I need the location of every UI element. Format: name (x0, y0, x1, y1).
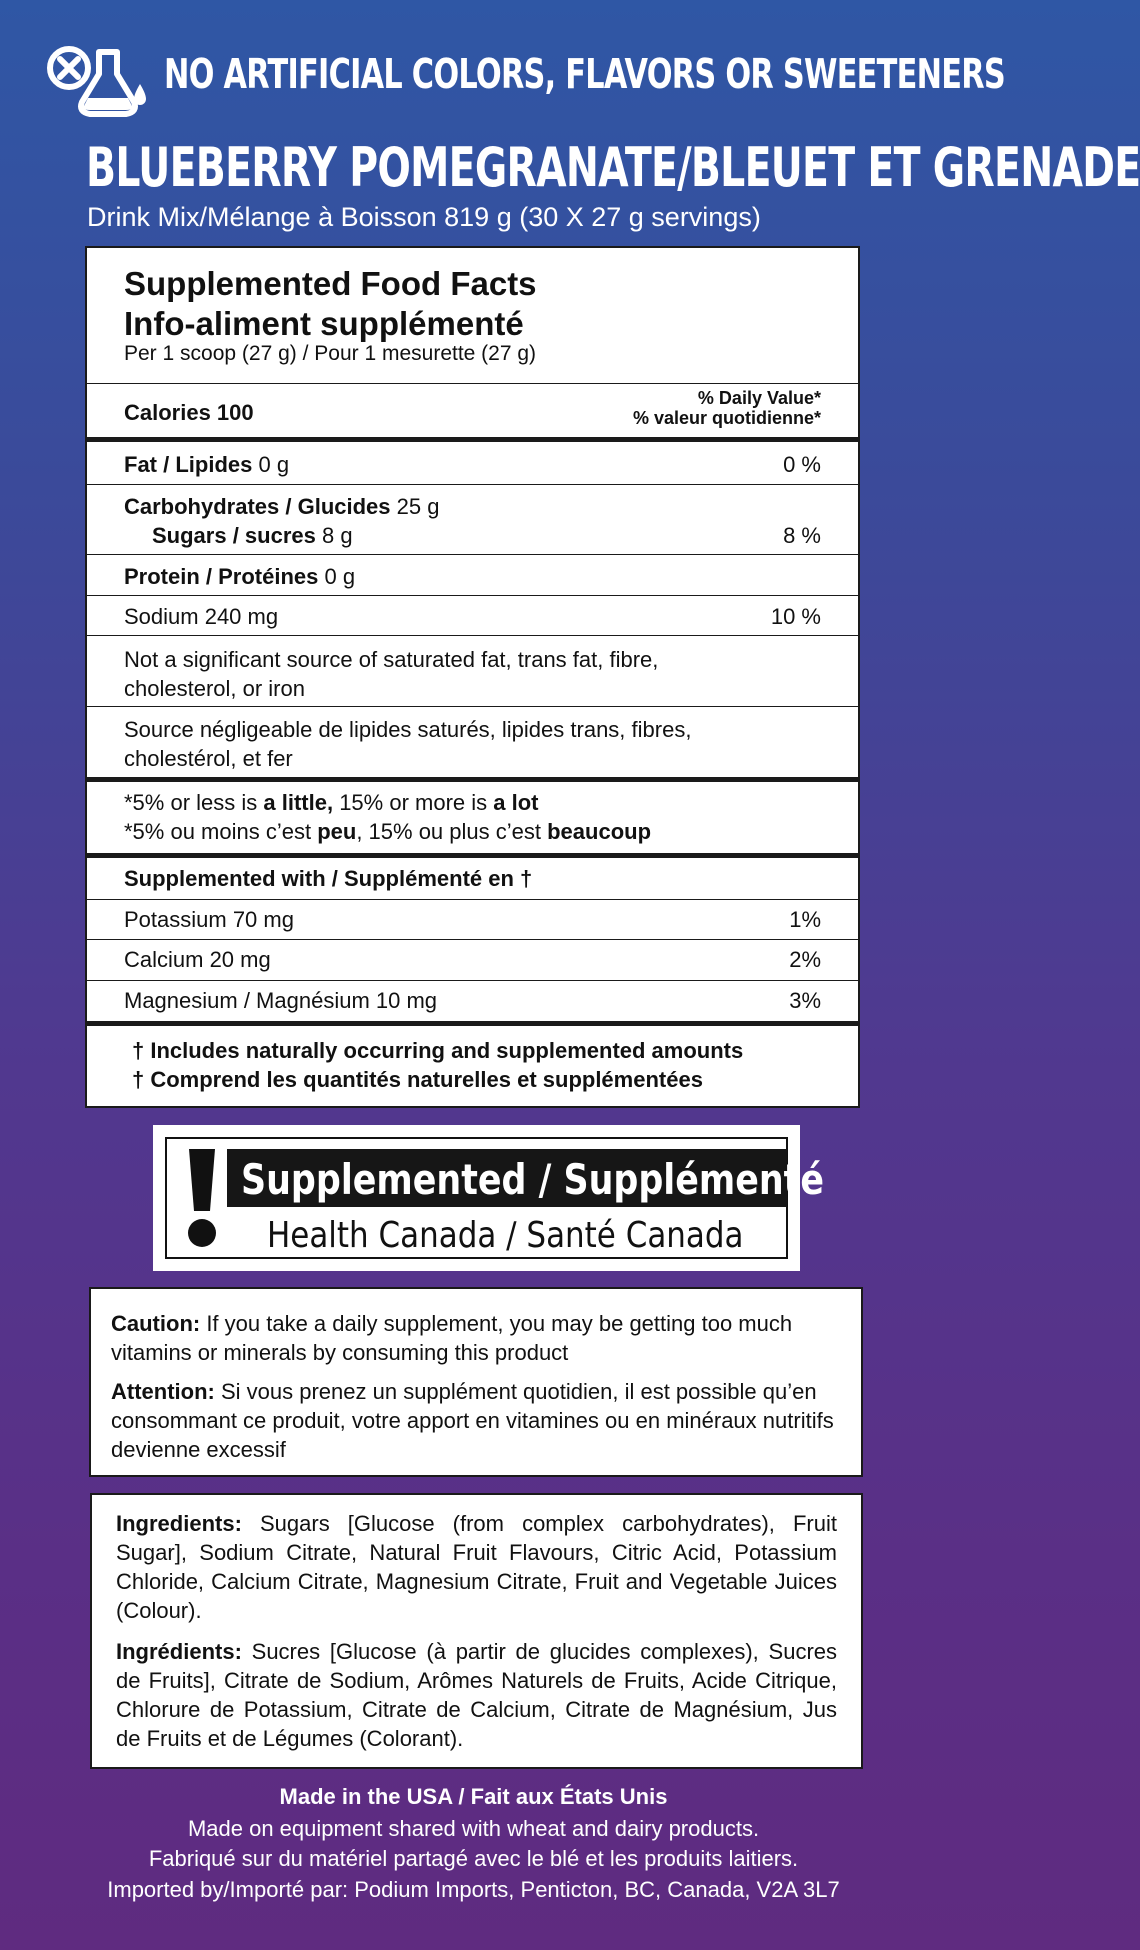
ingredients-label: Ingredients: (116, 1511, 242, 1536)
health-canada-title: Supplemented / Supplémenté (241, 1155, 824, 1204)
nutrient-amount: 0 g (318, 564, 356, 589)
supplement-label: Calcium 20 mg (124, 947, 271, 972)
nutrient-dv: 8 % (783, 523, 821, 548)
banner-text: NO ARTIFICIAL COLORS, FLAVORS OR SWEETENERS (164, 50, 1005, 98)
nutrient-amount: 0 g (252, 452, 290, 477)
nutrient-row-carbohydrates (124, 494, 821, 520)
daily-value-header (633, 388, 821, 428)
dv-header-fr: % valeur quotidienne* (632, 408, 821, 428)
caution-label: Caution: (111, 1311, 201, 1336)
note-line: Source négligeable de lipides saturés, lipides trans, fibres, (124, 717, 692, 742)
no-artificial-flask-icon (44, 44, 154, 124)
supplement-row-potassium (124, 907, 821, 933)
supplement-row-calcium (124, 947, 821, 973)
health-canada-subtitle: Health Canada / Santé Canada (267, 1215, 744, 1256)
divider (87, 853, 858, 858)
divider (87, 706, 858, 707)
health-canada-frame (165, 1137, 824, 1259)
nutrient-label: Sugars / sucres (152, 523, 316, 548)
divider (87, 595, 858, 596)
caution-text: Si vous prenez un supplément quotidien, il est possible qu’en consommant ce produit, votre apport en vitamines ou en minéraux nutritifs devienne excessif (111, 1379, 834, 1462)
product-subtitle: Drink Mix/Mélange à Boisson 819 g (30 X 27 g servings) (87, 202, 761, 232)
made-in: Made in the USA / Fait aux États Unis (279, 1784, 668, 1809)
dv-header-en: % Daily Value* (697, 388, 821, 408)
dagger-footnote (132, 1036, 743, 1094)
footnote-text: 15% or more is (333, 790, 494, 815)
ingredients-en (116, 1509, 837, 1625)
ingredients-fr (116, 1637, 837, 1753)
facts-title-en: Supplemented Food Facts (124, 265, 537, 302)
nutrient-row-sugars (152, 523, 821, 549)
caution-fr (111, 1377, 841, 1464)
caution-box (89, 1287, 863, 1477)
nutrient-label: Fat / Lipides (124, 452, 253, 477)
note-line: Not a significant source of saturated fat, trans fat, fibre, (124, 647, 659, 672)
supplement-label: Magnesium / Magnésium 10 mg (124, 988, 438, 1013)
footnote-text: beaucoup (547, 819, 652, 844)
allergen-note-en: Made on equipment shared with wheat and dairy products. (187, 1816, 760, 1841)
banner (0, 44, 1005, 104)
daily-value-footnote (124, 788, 821, 846)
facts-title-fr: Info-aliment supplémenté (124, 305, 524, 342)
not-significant-note-fr (124, 715, 821, 773)
supplement-dv: 3% (789, 988, 821, 1013)
supplement-dv: 2% (789, 947, 821, 972)
calories: Calories 100 (124, 400, 254, 425)
divider (87, 1021, 858, 1026)
footnote-text: *5% or less is (124, 790, 264, 815)
divider (87, 939, 858, 940)
ingredients-label: Ingrédients: (116, 1639, 242, 1664)
footnote-text: a lot (493, 790, 539, 815)
supplement-row-magnesium (124, 988, 821, 1014)
divider (87, 777, 858, 782)
product-title: BLUEBERRY POMEGRANATE/BLEUET ET GRENADE (86, 136, 1140, 199)
caution-label: Attention: (111, 1379, 215, 1404)
exclamation-icon (185, 1149, 219, 1249)
divider (87, 484, 858, 485)
nutrient-label: Sodium 240 mg (124, 604, 279, 629)
ingredients-box (90, 1493, 863, 1769)
divider (87, 635, 858, 636)
note-line: cholesterol, or iron (124, 676, 305, 701)
dagger-note-fr: † Comprend les quantités naturelles et supplémentées (132, 1067, 703, 1092)
supplement-label: Potassium 70 mg (124, 907, 294, 932)
footnote-text: a little, (263, 790, 334, 815)
nutrient-dv: 10 % (770, 604, 821, 629)
caution-en (111, 1309, 841, 1367)
ingredients-text: Sucres [Glucose (à partir de glucides complexes), Sucres de Fruits], Citrate de Sodium, Arômes Naturels de Fruits, Acide Citrique, Chlorure de Potassium, Citrate de Calcium, Citrate de Magnésium, Jus de Fruits et de Légumes (Colorant). (116, 1639, 837, 1751)
nutrient-row-protein (124, 564, 821, 590)
food-facts-panel (85, 246, 860, 1108)
footnote-en (124, 788, 821, 817)
nutrient-label: Protein / Protéines (124, 564, 319, 589)
ingredients-text: Sugars [Glucose (from complex carbohydrates), Fruit Sugar], Sodium Citrate, Natural Fruit Flavours, Citric Acid, Potassium Chloride, Calcium Citrate, Magnesium Citrate, Fruit and Vegetable Juices (Colour). (116, 1511, 837, 1623)
serving-size: Per 1 scoop (27 g) / Pour 1 mesurette (27 g) (124, 342, 537, 365)
nutrient-label: Carbohydrates / Glucides (124, 494, 391, 519)
nutrient-amount: 25 g (390, 494, 440, 519)
divider (87, 383, 858, 384)
supplemented-header: Supplemented with / Supplémenté en † (124, 866, 533, 891)
nutrient-row-fat (124, 452, 821, 478)
dagger-note-en: † Includes naturally occurring and supplemented amounts (132, 1038, 744, 1063)
footnote-text: *5% ou moins c’est (124, 819, 318, 844)
nutrient-dv: 0 % (783, 452, 821, 477)
divider (87, 899, 858, 900)
divider (87, 554, 858, 555)
nutrient-row-sodium (124, 604, 821, 630)
supplement-dv: 1% (789, 907, 821, 932)
allergen-note-fr: Fabriqué sur du matériel partagé avec le blé et les produits laitiers. (148, 1846, 799, 1871)
divider (87, 980, 858, 981)
footnote-text: peu (317, 819, 357, 844)
footnote-text: , 15% ou plus c’est (356, 819, 548, 844)
divider (87, 437, 858, 442)
facts-title (124, 264, 537, 344)
footnote-fr (124, 817, 821, 846)
not-significant-note-en (124, 645, 821, 703)
caution-text: If you take a daily supplement, you may be getting too much vitamins or minerals by consuming this product (111, 1311, 793, 1365)
health-canada-title-bar (227, 1149, 824, 1207)
note-line: cholestérol, et fer (124, 746, 293, 771)
nutrient-amount: 8 g (315, 523, 353, 548)
health-canada-symbol (153, 1125, 824, 1271)
importer: Imported by/Importé par: Podium Imports, Penticton, BC, Canada, V2A 3L7 (107, 1877, 840, 1902)
